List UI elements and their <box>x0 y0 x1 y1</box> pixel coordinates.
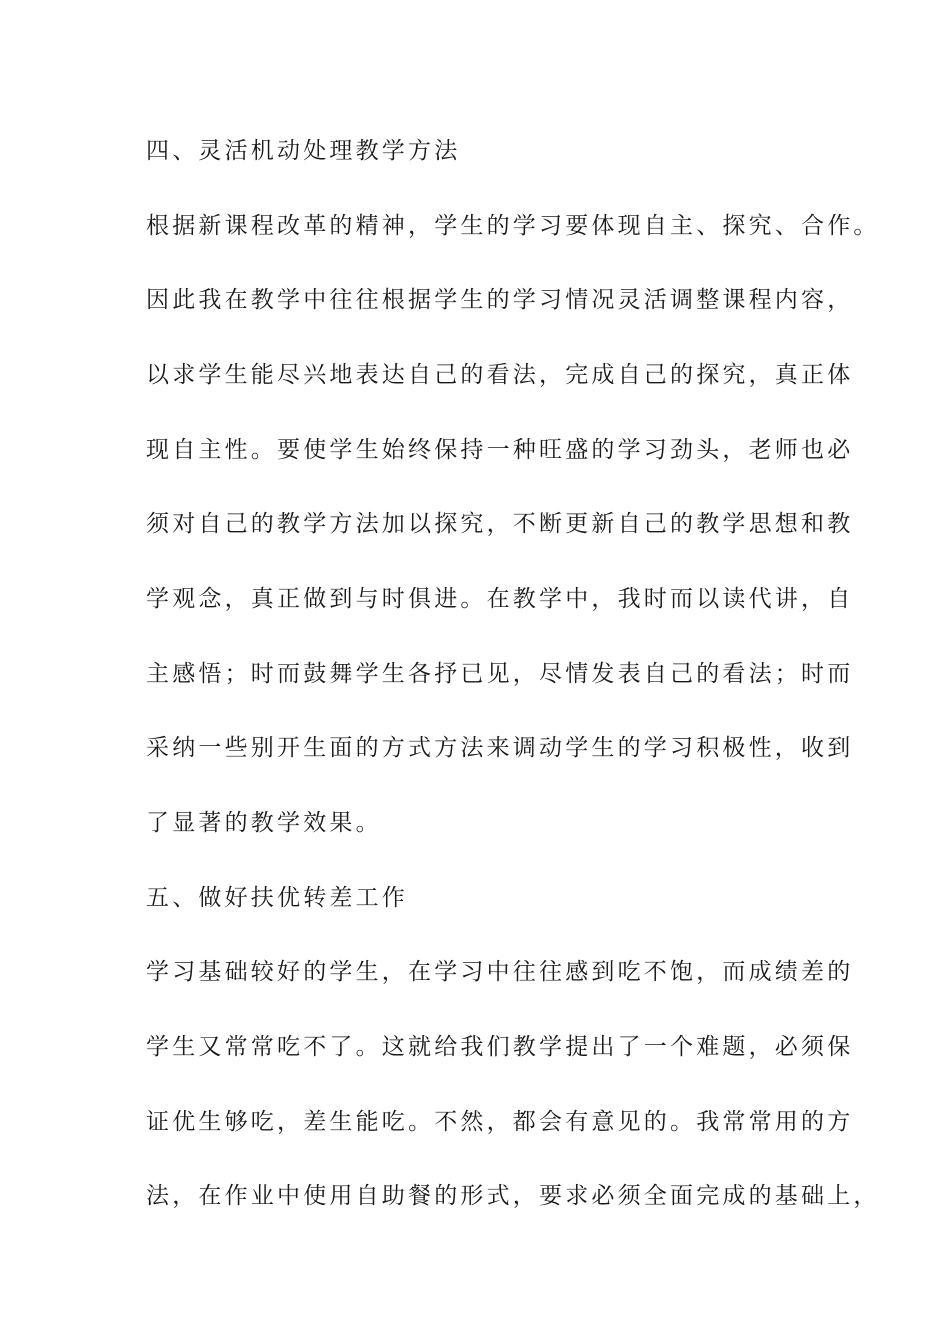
section-4-line-2: 因此我在教学中往往根据学生的学习情况灵活调整课程内容， <box>146 287 854 313</box>
section-5-heading: 五、做好扶优转差工作 <box>146 885 408 911</box>
section-5-line-1: 学习基础较好的学生，在学习中往往感到吃不饱，而成绩差的 <box>146 959 854 985</box>
section-4-line-4: 现自主性。要使学生始终保持一种旺盛的学习劲头，老师也必 <box>146 437 854 463</box>
section-5-line-2: 学生又常常吃不了。这就给我们教学提出了一个难题，必须保 <box>146 1034 854 1060</box>
section-5-line-4: 法，在作业中使用自助餐的形式，要求必须全面完成的基础上， <box>146 1183 880 1209</box>
section-5-line-3: 证优生够吃，差生能吃。不然，都会有意见的。我常常用的方 <box>146 1109 854 1135</box>
section-4-line-1: 根据新课程改革的精神，学生的学习要体现自主、探究、合作。 <box>146 213 880 239</box>
section-4-line-3: 以求学生能尽兴地表达自己的看法，完成自己的探究，真正体 <box>146 362 854 388</box>
section-4-line-5: 须对自己的教学方法加以探究，不断更新自己的教学思想和教 <box>146 511 854 537</box>
section-4-line-8: 采纳一些别开生面的方式方法来调动学生的学习积极性，收到 <box>146 735 854 761</box>
section-4-line-7: 主感悟；时而鼓舞学生各抒已见，尽情发表自己的看法；时而 <box>146 661 854 687</box>
section-4-line-9: 了显著的教学效果。 <box>146 810 382 836</box>
section-4-heading: 四、灵活机动处理教学方法 <box>146 138 461 164</box>
section-4-line-6: 学观念，真正做到与时俱进。在教学中，我时而以读代讲，自 <box>146 586 854 612</box>
